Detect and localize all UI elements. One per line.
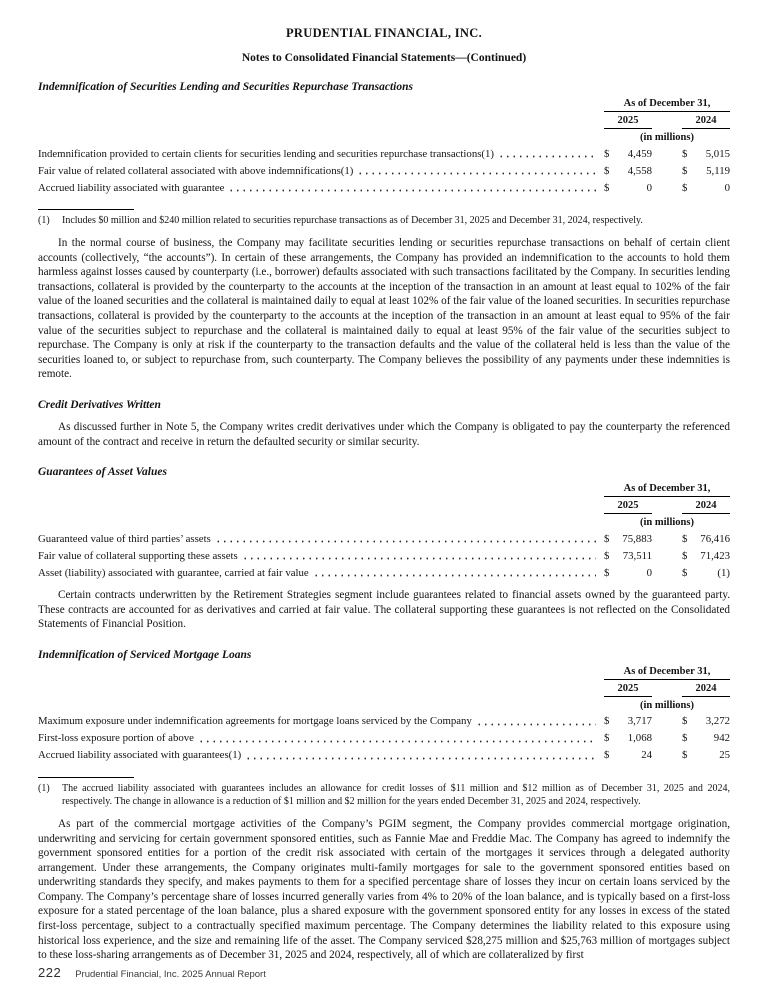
dot-leader — [228, 185, 596, 193]
row-label: Fair value of collateral supporting these assets — [38, 549, 238, 562]
dollar-sign: $ — [682, 147, 688, 160]
dollar-sign: $ — [604, 566, 610, 579]
value-cell-2025 — [604, 534, 652, 546]
column-header-2024: 2024 — [682, 115, 730, 129]
table-row — [38, 733, 730, 745]
row-label: Asset (liability) associated with guarantee, carried at fair value — [38, 566, 309, 579]
units-label: (in millions) — [640, 132, 694, 143]
value-2024: 942 — [713, 732, 730, 745]
dollar-sign: $ — [682, 732, 688, 745]
value-2025: 3,717 — [627, 715, 652, 728]
units-label: (in millions) — [640, 517, 694, 529]
dollar-sign: $ — [604, 732, 610, 745]
value-cell-2024 — [682, 551, 730, 563]
footnote-marker: (1) — [38, 782, 50, 794]
dot-leader — [313, 570, 596, 578]
footnote-text: Includes $0 million and $240 million related to securities repurchase transactions as of December 31, 2025 and December 31, 2024, respectively. — [62, 215, 643, 226]
dot-leader — [242, 553, 596, 561]
value-2025: 4,558 — [627, 164, 652, 177]
section-heading-credit-derivatives: Credit Derivatives Written — [38, 398, 161, 411]
footnote-1 — [38, 214, 730, 227]
value-cell-2025 — [604, 149, 652, 161]
value-2024: 25 — [719, 749, 730, 762]
dot-leader — [476, 719, 596, 727]
dollar-sign: $ — [682, 715, 688, 728]
footnote-text: The accrued liability associated with guarantees includes an allowance for credit losses of $11 million and $12 million as of December 31, 2025 and 2024, respectively. The change in allowance is a reduction of $1 million and $2 million for the years ended December 31, 2025 and 2024, respectively. — [62, 782, 730, 807]
value-cell-2025 — [604, 716, 652, 728]
value-cell-2024 — [682, 750, 730, 762]
value-cell-2025 — [604, 183, 652, 195]
column-header-2025: 2025 — [604, 683, 652, 697]
value-2025: 4,459 — [627, 147, 652, 160]
company-title: PRUDENTIAL FINANCIAL, INC. — [285, 26, 482, 40]
value-cell-2024 — [682, 149, 730, 161]
value-2025: 24 — [641, 749, 652, 762]
dollar-sign: $ — [604, 749, 610, 762]
dollar-sign: $ — [682, 164, 688, 177]
value-2025: 75,883 — [622, 532, 652, 545]
dollar-sign: $ — [604, 147, 610, 160]
column-header-2025: 2025 — [604, 500, 652, 514]
section-heading-securities-lending: Indemnification of Securities Lending and Securities Repurchase Transactions — [38, 81, 413, 93]
value-cell-2024 — [682, 183, 730, 195]
value-2024: 3,272 — [705, 715, 730, 728]
value-cell-2025 — [604, 568, 652, 580]
dollar-sign: $ — [682, 549, 688, 562]
dollar-sign: $ — [604, 532, 610, 545]
value-2024: 5,119 — [706, 164, 730, 177]
table-row — [38, 716, 730, 728]
value-2025: 1,068 — [627, 732, 652, 745]
dot-leader — [198, 736, 596, 744]
dot-leader — [245, 753, 596, 761]
row-label: Maximum exposure under indemnification agreements for mortgage loans serviced by the Company — [38, 715, 472, 728]
dollar-sign: $ — [682, 181, 688, 194]
dot-leader — [215, 536, 596, 544]
dollar-sign: $ — [604, 549, 610, 562]
table-header — [38, 666, 730, 711]
as-of-label: As of December 31, — [604, 98, 730, 112]
units-label: (in millions) — [640, 699, 694, 711]
table-row — [38, 183, 730, 195]
as-of-label: As of December 31, — [604, 666, 730, 680]
column-header-2024: 2024 — [682, 500, 730, 514]
asset-values-table — [38, 483, 730, 579]
as-of-label: As of December 31, — [604, 483, 730, 497]
footnote-divider — [38, 209, 134, 210]
table-row — [38, 166, 730, 178]
value-cell-2024 — [682, 716, 730, 728]
value-2024: 5,015 — [705, 147, 730, 160]
securities-lending-table — [38, 98, 730, 194]
footnote-marker: (1) — [38, 215, 50, 226]
value-2025: 0 — [646, 181, 652, 194]
dollar-sign: $ — [604, 181, 610, 194]
value-cell-2025 — [604, 733, 652, 745]
section-heading-serviced-mortgage: Indemnification of Serviced Mortgage Loans — [38, 648, 252, 661]
value-2024: 71,423 — [700, 549, 730, 562]
dot-leader — [357, 168, 596, 176]
value-2024: 76,416 — [700, 532, 730, 545]
footnote-2 — [38, 782, 730, 808]
value-cell-2025 — [604, 750, 652, 762]
table-row — [38, 551, 730, 563]
table-header — [38, 483, 730, 528]
table-row — [38, 750, 730, 762]
paragraph-securities-lending: In the normal course of business, the Company may facilitate securities lending or securities repurchase transactions on behalf of certain client accounts (collectively, “the accounts”). In certain of these arrangements, the Company has provided an indemnification to the accounts to hold them harmless against losses caused by counterparty (i.e., borrower) defaults associated with such transactions facilitated by the Company. In securities lending transactions, collateral is provided by the counterparty to the accounts at the inception of the transaction in an amount at least equal to 102% of the fair value of the loaned securities and the collateral is maintained daily to equal at least 102% of the fair value of the loaned securities. In securities repurchase transactions, collateral is provided by the counterparty to the accounts at the inception of the transaction in an amount at least equal to 95% of the fair value of the securities subject to repurchase and the collateral is maintained daily to equal at least 95% of the fair value of the securities subject to repurchase. The Company is only at risk if the counterparty to the transaction defaults and the value of the collateral held is less than the value of the securities loaned to, or subject to repurchase from, such counterparty. The Company believes the possibility of any payments under these indemnities is remote. — [38, 237, 730, 381]
value-2025: 73,511 — [622, 549, 652, 562]
dollar-sign: $ — [604, 715, 610, 728]
dollar-sign: $ — [682, 532, 688, 545]
table-row — [38, 149, 730, 161]
value-cell-2024 — [682, 568, 730, 580]
column-header-2024: 2024 — [682, 683, 730, 697]
section-heading-guarantees: Guarantees of Asset Values — [38, 466, 167, 479]
value-cell-2024 — [682, 534, 730, 546]
value-2025: 0 — [646, 566, 652, 579]
row-label: Accrued liability associated with guarantees(1) — [38, 749, 242, 762]
value-cell-2024 — [682, 166, 730, 178]
table-row — [38, 534, 730, 546]
paragraph-credit-derivatives: As discussed further in Note 5, the Company writes credit derivatives under which the Company is obligated to pay the counterparty the referenced amount of the contract and receive in return the defaulted security or similar security. — [38, 420, 730, 448]
value-cell-2024 — [682, 733, 730, 745]
page-number: 222 — [38, 965, 62, 980]
footnote-divider — [38, 777, 134, 778]
footer-report-title: Prudential Financial, Inc. 2025 Annual Report — [75, 969, 266, 980]
paragraph-guarantees: Certain contracts underwritten by the Retirement Strategies segment include guarantees related to financial assets owned by the guaranteed party. These contracts are accounted for as derivatives and carried at fair value. The collateral supporting these guarantees is not reflected on the Consolidated Statements of Financial Position. — [38, 589, 730, 631]
row-label: First-loss exposure portion of above — [38, 732, 194, 745]
row-label: Fair value of related collateral associated with above indemnifications(1) — [38, 164, 354, 177]
value-cell-2025 — [604, 166, 652, 178]
value-cell-2025 — [604, 551, 652, 563]
page-subtitle: Notes to Consolidated Financial Statements—(Continued) — [241, 52, 527, 64]
value-2024: 0 — [724, 181, 730, 194]
table-header — [38, 98, 730, 143]
table-row — [38, 568, 730, 580]
row-label: Guaranteed value of third parties’ assets — [38, 532, 211, 545]
dollar-sign: $ — [604, 164, 610, 177]
row-label: Accrued liability associated with guarantee — [38, 181, 225, 194]
column-header-2025: 2025 — [604, 115, 652, 129]
serviced-mortgage-table — [38, 666, 730, 762]
dollar-sign: $ — [682, 566, 688, 579]
paragraph-serviced-mortgage: As part of the commercial mortgage activities of the Company’s PGIM segment, the Company provides commercial mortgage origination, underwriting and servicing for certain government sponsored entities, such as Fannie Mae and Freddie Mac. The Company has agreed to indemnify the government sponsored entities for a portion of the credit risk associated with certain of the mortgages it services through a delegated authority arrangement. Under these arrangements, the Company originates multi-family mortgages for sale to the government sponsored entities based on underwriting standards they specify, and makes payments to them for a specified percentage share of losses they incur on certain loans serviced by the Company. The Company’s percentage share of losses incurred generally varies from 4% to 20% of the loan balance, and is typically based on a first-loss exposure for a stated percentage of the loan balance, plus a shared exposure with the government sponsored entity for any losses in excess of the stated first-loss percentage, subject to a contractually specified maximum percentage. The Company determines the liability related to this exposure using historical loss experience, and the size and remaining life of the asset. The Company serviced $28,275 million and $25,763 million of mortgages subject to these loss-sharing arrangements as of December 31, 2025 and 2024, respectively, all of which are collateralized by first — [38, 817, 730, 962]
dot-leader — [498, 151, 596, 159]
dollar-sign: $ — [682, 749, 688, 762]
value-2024: (1) — [717, 566, 730, 579]
page-footer — [38, 965, 266, 980]
row-label: Indemnification provided to certain clients for securities lending and securities repurchase transactions(1) — [38, 147, 495, 160]
